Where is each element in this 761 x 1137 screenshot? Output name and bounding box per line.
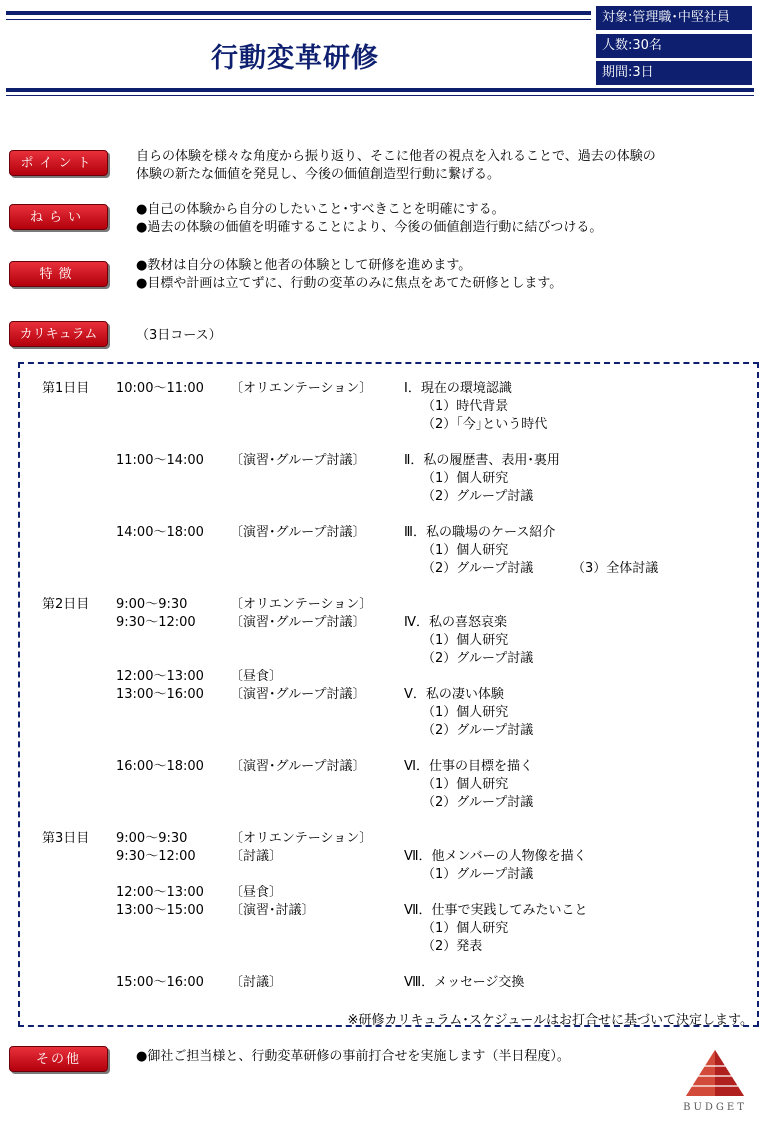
schedule-time: 12:00〜13:00: [116, 669, 204, 684]
schedule-time: 13:00〜16:00: [116, 687, 204, 702]
schedule-topic: Ⅱ．私の履歴書、表用･裏用: [404, 453, 560, 468]
schedule-time: 14:00〜18:00: [116, 525, 204, 540]
features-line: ●教材は自分の体験と他者の体験として研修を進めます。: [136, 258, 472, 273]
schedule-time: 10:00〜11:00: [116, 381, 204, 396]
schedule-subtopic-extra: （3）全体討議: [572, 561, 659, 576]
section-label-features: 特徴: [9, 261, 108, 287]
schedule-subtopic: （1）個人研究: [422, 921, 509, 936]
schedule-time: 9:00〜9:30: [116, 597, 188, 612]
section-label-curriculum: カリキュラム: [9, 321, 108, 347]
features-line: ●目標や計画は立てずに、行動の変革のみに焦点をあてた研修とします。: [136, 276, 563, 291]
schedule-time: 12:00〜13:00: [116, 885, 204, 900]
schedule-time: 9:00〜9:30: [116, 831, 188, 846]
schedule-day: 第1日目: [42, 381, 90, 396]
point-line: 体験の新たな価値を発見し、今後の価値創造型行動に繋げる。: [136, 167, 501, 182]
section-label-aim: ねらい: [9, 204, 108, 230]
schedule-subtopic: （1）個人研究: [422, 633, 509, 648]
schedule-topic: Ⅲ．私の職場のケース紹介: [404, 525, 556, 540]
aim-line: ●過去の体験の価値を明確することにより、今後の価値創造行動に結びつける。: [136, 220, 603, 235]
schedule-time: 9:30〜12:00: [116, 615, 196, 630]
header-rule-bottom-thin: [6, 95, 754, 96]
schedule-topic: Ⅰ．現在の環境認識: [404, 381, 512, 396]
header-rule-bottom: [6, 88, 754, 92]
schedule-subtopic: （2）グループ討議: [422, 723, 534, 738]
header-rule-top: [6, 11, 591, 15]
schedule-note: ※研修カリキュラム･スケジュールはお打合せに基づいて決定します。: [347, 1013, 753, 1028]
schedule-time: 16:00〜18:00: [116, 759, 204, 774]
schedule-day: 第3日目: [42, 831, 90, 846]
schedule-subtopic: （1）グループ討議: [422, 867, 534, 882]
schedule-activity: 〔昼食〕: [230, 669, 283, 684]
info-target: 対象:管理職･中堅社員: [596, 6, 752, 30]
section-label-other: その他: [9, 1046, 108, 1072]
schedule-day: 第2日目: [42, 597, 90, 612]
schedule-activity: 〔討議〕: [230, 849, 283, 864]
schedule-subtopic: （1）個人研究: [422, 543, 509, 558]
schedule-topic: Ⅴ．私の凄い体験: [404, 687, 504, 702]
schedule-subtopic: （2）グループ討議: [422, 651, 534, 666]
schedule-subtopic: （2）発表: [422, 939, 483, 954]
schedule-subtopic: （2）グループ討議: [422, 489, 534, 504]
schedule-activity: 〔演習･討議〕: [230, 903, 315, 918]
header-rule-top-thin: [6, 19, 591, 20]
schedule-subtopic: （2）グループ討議: [422, 795, 534, 810]
schedule-time: 9:30〜12:00: [116, 849, 196, 864]
aim-text: [136, 201, 602, 237]
logo-text: BUDGET: [683, 1102, 747, 1113]
schedule-activity: 〔オリエンテーション〕: [230, 831, 373, 846]
schedule-box: [18, 362, 759, 1027]
page-title: 行動変革研修: [211, 43, 379, 74]
schedule-activity: 〔討議〕: [230, 975, 283, 990]
schedule-activity: 〔演習･グループ討議〕: [230, 525, 366, 540]
schedule-time: 11:00〜14:00: [116, 453, 204, 468]
features-text: [136, 257, 562, 293]
schedule-topic: Ⅳ．私の喜怒哀楽: [404, 615, 507, 630]
info-count: 人数:30名: [596, 34, 752, 58]
schedule-activity: 〔オリエンテーション〕: [230, 381, 373, 396]
schedule-topic: Ⅷ．メッセージ交換: [404, 975, 525, 990]
other-text: ●御社ご担当様と、行動変革研修の事前打合せを実施します（半日程度）。: [136, 1049, 570, 1064]
schedule-time: 13:00〜15:00: [116, 903, 204, 918]
schedule-activity: 〔演習･グループ討議〕: [230, 687, 366, 702]
schedule-subtopic: （1）個人研究: [422, 705, 509, 720]
point-text: [136, 148, 656, 184]
schedule-subtopic: （2）グループ討議: [422, 561, 534, 576]
schedule-topic: Ⅶ．他メンバーの人物像を描く: [404, 849, 587, 864]
schedule-activity: 〔昼食〕: [230, 885, 283, 900]
curriculum-course: （3日コース）: [136, 328, 222, 343]
schedule-activity: 〔演習･グループ討議〕: [230, 453, 366, 468]
schedule-activity: 〔オリエンテーション〕: [230, 597, 373, 612]
schedule-subtopic: （2）｢今｣という時代: [422, 417, 548, 432]
schedule-time: 15:00〜16:00: [116, 975, 204, 990]
schedule-activity: 〔演習･グループ討議〕: [230, 759, 366, 774]
schedule-subtopic: （1）個人研究: [422, 471, 509, 486]
aim-line: ●自己の体験から自分のしたいこと･すべきことを明確にする。: [136, 202, 505, 217]
schedule-subtopic: （1）時代背景: [422, 399, 509, 414]
schedule-topic: Ⅵ．仕事の目標を描く: [404, 759, 533, 774]
schedule-subtopic: （1）個人研究: [422, 777, 509, 792]
section-label-point: ポイント: [9, 150, 108, 176]
point-line: 自らの体験を様々な角度から振り返り、そこに他者の視点を入れることで、過去の体験の: [136, 149, 656, 164]
schedule-activity: 〔演習･グループ討議〕: [230, 615, 366, 630]
info-period: 期間:3日: [596, 61, 752, 85]
schedule-topic: Ⅶ．仕事で実践してみたいこと: [404, 903, 588, 918]
